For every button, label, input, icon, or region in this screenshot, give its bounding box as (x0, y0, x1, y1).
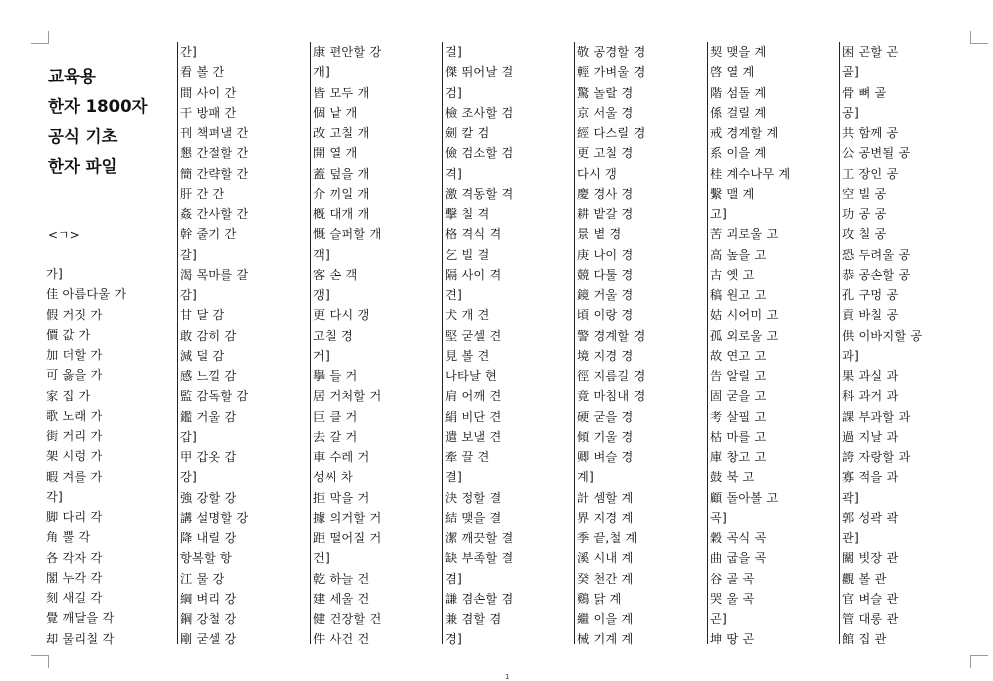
hanja-entry: 거] (313, 348, 330, 363)
hanja-entry: 考 살필 고 (710, 409, 767, 424)
hanja-entry: 絹 비단 견 (445, 409, 502, 424)
hanja-entry: 경] (445, 632, 462, 647)
hanja-entry: 隔 사이 격 (445, 267, 502, 282)
hanja-entry: 劍 칼 검 (445, 126, 490, 140)
hanja-entry: 검] (445, 85, 462, 100)
column-3 (313, 42, 381, 650)
hanja-entry: 故 연고 고 (710, 348, 767, 363)
hanja-entry: 景 볕 경 (577, 227, 622, 242)
hanja-entry: 枯 마를 고 (710, 429, 767, 444)
hanja-entry: 檢 조사할 검 (445, 105, 514, 120)
hanja-entry: 桂 계수나무 계 (710, 166, 791, 181)
hanja-entry: 곡] (710, 510, 727, 525)
hanja-entry: 健 건장할 건 (313, 612, 382, 626)
hanja-entry: 簡 간략할 간 (180, 166, 249, 181)
hanja-entry: 階 섬돌 계 (710, 85, 767, 100)
hanja-entry: 항복할 항 (180, 551, 232, 566)
hanja-entry: 歌 노래 가 (46, 408, 103, 423)
hanja-entry: 館 집 관 (842, 632, 887, 647)
column-5 (577, 42, 645, 650)
hanja-entry: 갱] (313, 288, 330, 302)
hanja-entry: 개] (313, 65, 330, 80)
hanja-entry: 角 뿔 각 (46, 530, 91, 545)
hanja-entry: 槪 대개 개 (313, 207, 370, 221)
hanja-entry: 견] (445, 288, 462, 302)
hanja-entry: 功 공 공 (842, 207, 887, 221)
hanja-entry: 果 과실 과 (842, 369, 899, 383)
hanja-entry: 更 고칠 경 (577, 146, 634, 161)
hanja-entry: 다시 갱 (577, 166, 617, 181)
hanja-entry: 나타날 현 (445, 369, 497, 383)
hanja-entry: 佳 아름다울 가 (46, 287, 127, 302)
hanja-entry: 車 수레 거 (313, 450, 370, 464)
hanja-entry: 缺 부족할 결 (445, 551, 514, 566)
hanja-entry: 京 서울 경 (577, 105, 634, 120)
hanja-entry: 契 맺을 계 (710, 45, 767, 59)
hanja-entry: 誇 자랑할 과 (842, 450, 911, 464)
hanja-entry: 竟 마침내 경 (577, 389, 646, 404)
hanja-entry: 競 다툴 경 (577, 267, 634, 282)
hanja-entry: 穀 곡식 곡 (710, 531, 767, 545)
hanja-entry: 更 다시 갱 (313, 308, 370, 323)
hanja-entry: 孔 구멍 공 (842, 288, 899, 302)
hanja-entry: 姦 간사할 간 (180, 207, 249, 221)
hanja-entry: 系 이을 계 (710, 146, 767, 161)
hanja-entry: 科 과거 과 (842, 389, 899, 404)
hanja-entry: 庫 창고 고 (710, 450, 767, 464)
hanja-entry: 感 느낄 감 (180, 369, 237, 383)
hanja-entry: 距 떨어질 거 (313, 531, 382, 545)
hanja-entry: 骨 뼈 골 (842, 85, 887, 100)
hanja-entry: 脚 다리 각 (46, 510, 103, 524)
hanja-entry: 價 값 가 (46, 327, 91, 342)
hanja-entry: 硬 굳을 경 (577, 409, 634, 424)
hanja-entry: 곤] (710, 612, 727, 626)
hanja-entry: 看 볼 간 (180, 65, 225, 80)
hanja-entry: 驚 놀랄 경 (577, 85, 634, 100)
hanja-entry: 開 열 개 (313, 146, 358, 161)
hanja-entry: 季 끝,철 계 (577, 531, 638, 545)
hanja-entry: 建 세울 건 (313, 591, 370, 606)
hanja-entry: 관] (842, 531, 859, 545)
hanja-entry: 蓋 덮을 개 (313, 166, 370, 181)
hanja-entry: 頃 이랑 경 (577, 308, 634, 323)
section-label: <ㄱ> (48, 228, 80, 242)
hanja-entry: 乾 하늘 건 (313, 571, 370, 586)
column-divider (442, 42, 443, 644)
hanja-entry: 肝 간 간 (180, 186, 225, 201)
crop-mark-bottom-left (31, 655, 49, 668)
hanja-entry: 가] (46, 267, 63, 281)
hanja-entry: 肩 어깨 견 (445, 389, 502, 404)
hanja-entry: 甘 달 감 (180, 308, 225, 323)
hanja-entry: 暇 겨를 가 (46, 469, 103, 484)
hanja-entry: 拒 막을 거 (313, 490, 370, 505)
hanja-entry: 課 부과할 과 (842, 409, 911, 424)
page-number: 1 (505, 673, 510, 681)
hanja-entry: 件 사건 건 (313, 632, 370, 647)
hanja-entry: 鑑 거울 감 (180, 409, 237, 424)
hanja-entry: 覺 깨달을 각 (46, 611, 115, 626)
hanja-entry: 管 대롱 관 (842, 612, 899, 626)
hanja-entry: 境 지경 경 (577, 348, 634, 363)
hanja-entry: 家 집 가 (46, 388, 91, 403)
hanja-entry: 傾 기울 경 (577, 429, 634, 444)
hanja-entry: 減 덜 감 (180, 348, 225, 363)
hanja-entry: 警 경계할 경 (577, 328, 646, 343)
title-line: 한자 파일 (48, 157, 118, 176)
hanja-entry: 공] (842, 105, 859, 120)
hanja-entry: 曲 굽을 곡 (710, 551, 767, 566)
hanja-entry: 甲 갑옷 갑 (180, 450, 237, 464)
hanja-entry: 工 장인 공 (842, 166, 899, 181)
hanja-entry: 客 손 객 (313, 267, 358, 282)
hanja-entry: 加 더할 가 (46, 348, 103, 362)
column-4 (445, 42, 513, 650)
hanja-entry: 界 지경 계 (577, 510, 634, 525)
hanja-entry: 經 다스릴 경 (577, 126, 646, 140)
hanja-entry: 顧 돌아볼 고 (710, 490, 779, 505)
hanja-entry: 성씨 차 (313, 470, 353, 485)
hanja-entry: 懇 간절할 간 (180, 146, 249, 161)
hanja-entry: 械 기계 계 (577, 632, 634, 647)
hanja-entry: 官 벼슬 관 (842, 591, 899, 606)
hanja-entry: 苦 괴로울 고 (710, 227, 779, 242)
column-divider (177, 42, 178, 644)
column-divider (310, 42, 311, 644)
hanja-entry: 街 거리 가 (46, 429, 103, 443)
hanja-entry: 격] (445, 166, 462, 181)
hanja-entry: 去 갈 거 (313, 429, 358, 444)
hanja-entry: 耕 밭갈 경 (577, 207, 634, 221)
hanja-entry: 徑 지름길 경 (577, 369, 646, 383)
hanja-entry: 講 설명할 강 (180, 510, 249, 525)
hanja-entry: 걸] (445, 45, 462, 59)
hanja-entry: 고] (710, 207, 727, 221)
hanja-entry: 犬 개 견 (445, 308, 490, 323)
hanja-entry: 兼 겸할 겸 (445, 612, 502, 626)
hanja-entry: 個 낱 개 (313, 105, 358, 120)
hanja-entry: 觀 볼 관 (842, 571, 887, 586)
hanja-entry: 古 옛 고 (710, 267, 755, 282)
hanja-entry: 遣 보낼 견 (445, 429, 502, 444)
hanja-entry: 康 편안할 강 (313, 45, 382, 59)
hanja-entry: 鷄 닭 계 (577, 591, 622, 606)
hanja-entry: 介 끼일 개 (313, 186, 370, 201)
hanja-entry: 寡 적을 과 (842, 470, 899, 485)
hanja-entry: 過 지날 과 (842, 429, 899, 444)
hanja-entry: 幹 줄기 간 (180, 227, 237, 242)
hanja-entry: 恐 두려울 공 (842, 247, 911, 262)
hanja-entry: 告 알릴 고 (710, 369, 767, 383)
hanja-entry: 겸] (445, 571, 462, 586)
hanja-entry: 擧 들 거 (313, 369, 358, 383)
hanja-entry: 객] (313, 247, 330, 262)
hanja-entry: 空 빌 공 (842, 186, 887, 201)
hanja-entry: 據 의거할 거 (313, 510, 382, 525)
hanja-entry: 강] (180, 470, 197, 485)
column-1 (46, 264, 126, 649)
crop-mark-bottom-right (970, 655, 988, 668)
column-2 (180, 42, 248, 650)
column-divider (574, 42, 575, 644)
hanja-entry: 啓 열 계 (710, 65, 755, 80)
hanja-entry: 癸 천간 계 (577, 571, 634, 586)
hanja-entry: 却 물리칠 각 (46, 631, 115, 646)
title-line: 교육용 (48, 67, 96, 86)
hanja-entry: 戒 경계할 계 (710, 126, 779, 140)
hanja-entry: 郭 성곽 곽 (842, 510, 899, 525)
hanja-entry: 坤 땅 곤 (710, 632, 755, 647)
hanja-entry: 皆 모두 개 (313, 85, 370, 100)
hanja-entry: 鋼 강철 강 (180, 612, 237, 626)
hanja-entry: 곽] (842, 490, 859, 505)
hanja-entry: 架 시렁 가 (46, 449, 103, 464)
hanja-entry: 牽 끌 견 (445, 450, 490, 464)
hanja-entry: 慨 슬퍼할 개 (313, 227, 382, 242)
hanja-entry: 傑 뛰어날 걸 (445, 65, 514, 80)
hanja-entry: 골] (842, 65, 859, 80)
hanja-entry: 剛 굳셀 강 (180, 632, 237, 647)
column-7 (842, 42, 922, 650)
hanja-entry: 갈] (180, 247, 197, 262)
hanja-entry: 供 이바지할 공 (842, 328, 923, 343)
hanja-entry: 攻 칠 공 (842, 227, 887, 242)
hanja-entry: 庚 나이 경 (577, 247, 634, 262)
hanja-entry: 谷 골 곡 (710, 571, 755, 586)
hanja-entry: 激 격동할 격 (445, 186, 514, 201)
hanja-entry: 姑 시어미 고 (710, 308, 779, 323)
hanja-entry: 改 고칠 개 (313, 126, 370, 140)
hanja-entry: 假 거짓 가 (46, 307, 103, 322)
hanja-entry: 감] (180, 288, 197, 302)
column-divider (839, 42, 840, 644)
hanja-entry: 擊 칠 격 (445, 207, 490, 221)
hanja-entry: 監 감독할 감 (180, 389, 249, 404)
hanja-entry: 綱 벼리 강 (180, 591, 237, 606)
hanja-entry: 係 걸릴 계 (710, 105, 767, 120)
hanja-entry: 格 격식 격 (445, 227, 502, 242)
hanja-entry: 溪 시내 계 (577, 551, 634, 566)
hanja-entry: 決 정할 결 (445, 490, 502, 505)
crop-mark-top-right (970, 31, 988, 44)
hanja-entry: 潔 깨끗할 결 (445, 531, 514, 545)
hanja-entry: 巨 클 거 (313, 409, 358, 424)
hanja-entry: 각] (46, 489, 63, 504)
hanja-entry: 關 빗장 관 (842, 551, 899, 566)
hanja-entry: 謙 겸손할 겸 (445, 591, 514, 606)
title-line: 공식 기초 (48, 127, 118, 146)
hanja-entry: 輕 가벼울 경 (577, 65, 646, 80)
hanja-entry: 과] (842, 348, 859, 363)
hanja-entry: 慶 경사 경 (577, 186, 634, 201)
hanja-entry: 閣 누각 각 (46, 570, 103, 585)
hanja-entry: 乞 빌 걸 (445, 247, 490, 262)
hanja-entry: 強 강할 강 (180, 490, 237, 505)
hanja-entry: 결] (445, 470, 462, 485)
hanja-entry: 鼓 북 고 (710, 470, 755, 485)
hanja-entry: 稿 원고 고 (710, 288, 767, 302)
hanja-entry: 貢 바칠 공 (842, 308, 899, 323)
hanja-entry: 고칠 경 (313, 328, 353, 343)
hanja-entry: 儉 검소할 검 (445, 146, 514, 161)
crop-mark-top-left (31, 31, 49, 44)
hanja-entry: 渴 목마를 갈 (180, 267, 249, 282)
hanja-entry: 高 높을 고 (710, 247, 767, 262)
hanja-entry: 繫 맬 계 (710, 186, 755, 201)
hanja-entry: 固 굳을 고 (710, 389, 767, 404)
column-divider (707, 42, 708, 644)
hanja-entry: 江 물 강 (180, 571, 225, 586)
hanja-entry: 干 방패 간 (180, 105, 237, 120)
hanja-entry: 共 함께 공 (842, 126, 899, 140)
hanja-entry: 公 공변될 공 (842, 146, 911, 161)
title-line: 한자 1800자 (48, 97, 148, 116)
hanja-entry: 鏡 거울 경 (577, 288, 634, 302)
hanja-entry: 居 거처할 거 (313, 389, 382, 404)
hanja-entry: 哭 울 곡 (710, 591, 755, 606)
hanja-entry: 堅 굳셀 견 (445, 328, 502, 343)
hanja-entry: 恭 공손할 공 (842, 267, 911, 282)
hanja-entry: 困 곤할 곤 (842, 45, 899, 59)
hanja-entry: 刻 새길 각 (46, 591, 103, 605)
hanja-entry: 간] (180, 45, 197, 59)
hanja-entry: 各 각자 각 (46, 550, 103, 565)
hanja-entry: 間 사이 간 (180, 85, 237, 100)
hanja-entry: 孤 외로울 고 (710, 328, 779, 343)
column-6 (710, 42, 790, 650)
hanja-entry: 降 내릴 강 (180, 531, 237, 545)
hanja-entry: 卿 벼슬 경 (577, 450, 634, 464)
hanja-entry: 계] (577, 470, 594, 485)
hanja-entry: 갑] (180, 429, 197, 444)
hanja-entry: 結 맺을 결 (445, 510, 502, 525)
hanja-entry: 敢 감히 감 (180, 328, 237, 343)
hanja-entry: 繼 이을 계 (577, 612, 634, 626)
hanja-entry: 計 셈할 계 (577, 490, 634, 505)
hanja-entry: 敬 공경할 경 (577, 45, 646, 59)
document-title (48, 62, 147, 182)
hanja-entry: 刊 책펴낼 간 (180, 126, 249, 140)
hanja-entry: 건] (313, 551, 330, 566)
hanja-entry: 可 옳을 가 (46, 368, 103, 383)
hanja-entry: 見 볼 견 (445, 348, 490, 363)
